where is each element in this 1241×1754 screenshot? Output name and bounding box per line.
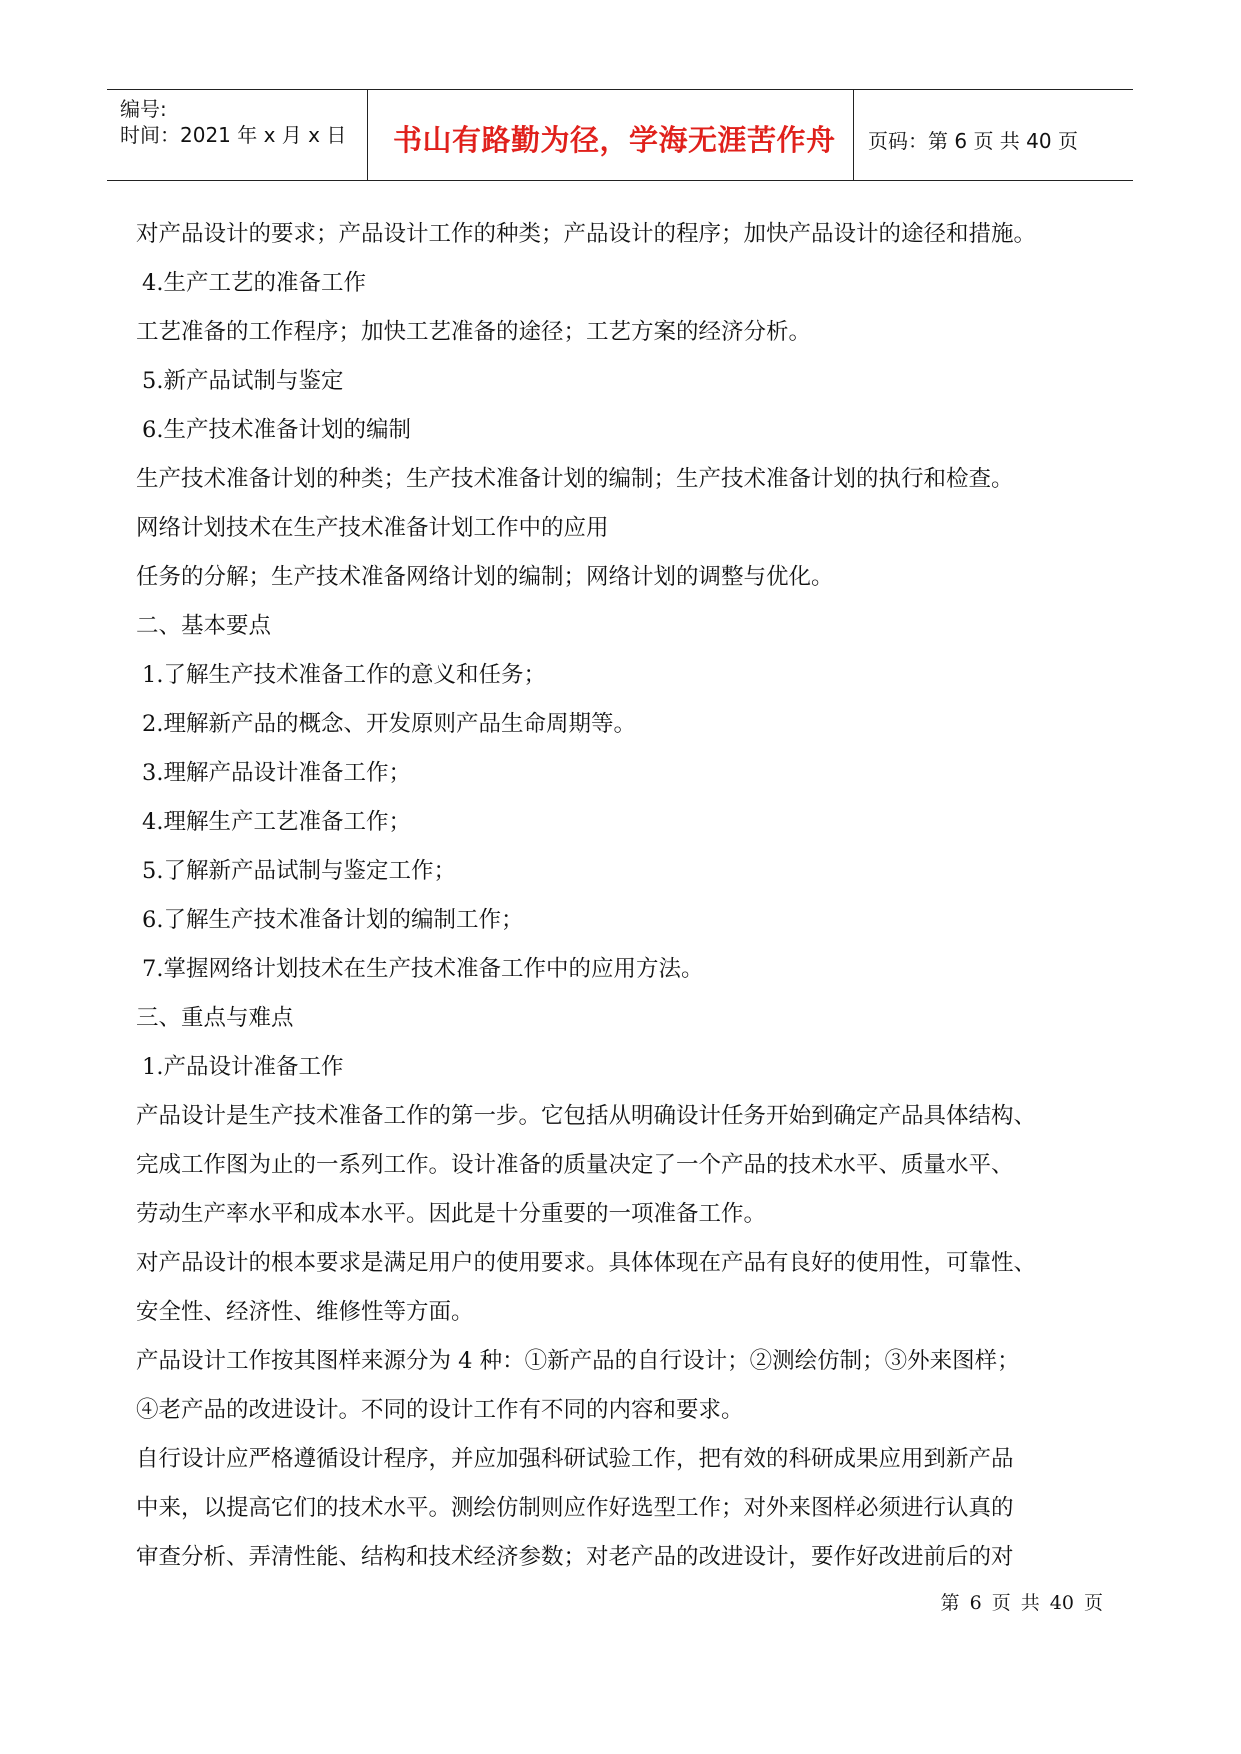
section-heading: 6.生产技术准备计划的编制 <box>142 417 411 443</box>
document-body <box>136 210 1136 1582</box>
section-heading: 5.新产品试制与鉴定 <box>142 368 344 394</box>
paragraph-line: 自行设计应严格遵循设计程序，并应加强科研试验工作，把有效的科研成果应用到新产品 <box>136 1446 1014 1472</box>
chapter-heading: 三、重点与难点 <box>136 1005 294 1031</box>
list-item: 5.了解新产品试制与鉴定工作； <box>142 858 456 884</box>
paragraph-line: 任务的分解；生产技术准备网络计划的编制；网络计划的调整与优化。 <box>136 564 834 590</box>
paragraph-line: 完成工作图为止的一系列工作。设计准备的质量决定了一个产品的技术水平、质量水平、 <box>136 1152 1014 1178</box>
list-item: 3.理解产品设计准备工作； <box>142 760 411 786</box>
paragraph-line: 产品设计工作按其图样来源分为 4 种：①新产品的自行设计；②测绘仿制；③外来图样； <box>136 1348 1020 1374</box>
header-page-label: 页码：第 6 页 共 40 页 <box>868 129 1078 153</box>
paragraph-line: 产品设计是生产技术准备工作的第一步。它包括从明确设计任务开始到确定产品具体结构、 <box>136 1103 1037 1129</box>
list-item: 4.理解生产工艺准备工作； <box>142 809 411 835</box>
page-footer-number: 第 6 页 共 40 页 <box>940 1592 1103 1614</box>
section-heading: 4.生产工艺的准备工作 <box>142 270 366 296</box>
header-divider-right <box>853 89 854 180</box>
paragraph-line: 劳动生产率水平和成本水平。因此是十分重要的一项准备工作。 <box>136 1201 767 1227</box>
header-bottom-rule <box>107 180 1133 181</box>
header-divider-left <box>367 89 368 180</box>
list-item: 7.掌握网络计划技术在生产技术准备工作中的应用方法。 <box>142 956 704 982</box>
paragraph-line: 网络计划技术在生产技术准备计划工作中的应用 <box>136 515 609 541</box>
list-item: 6.了解生产技术准备计划的编制工作； <box>142 907 524 933</box>
list-item: 1.了解生产技术准备工作的意义和任务； <box>142 662 546 688</box>
chapter-heading: 二、基本要点 <box>136 613 272 639</box>
paragraph-line: 中来，以提高它们的技术水平。测绘仿制则应作好选型工作；对外来图样必须进行认真的 <box>136 1495 1014 1521</box>
header-number-label: 编号: <box>120 97 167 121</box>
paragraph-line: 对产品设计的根本要求是满足用户的使用要求。具体体现在产品有良好的使用性，可靠性、 <box>136 1250 1037 1276</box>
paragraph-line: 工艺准备的工作程序；加快工艺准备的途径；工艺方案的经济分析。 <box>136 319 812 345</box>
paragraph-line: ④老产品的改进设计。不同的设计工作有不同的内容和要求。 <box>136 1397 744 1423</box>
list-item: 2.理解新产品的概念、开发原则产品生命周期等。 <box>142 711 636 737</box>
header-top-rule <box>107 89 1133 90</box>
paragraph-line: 审查分析、弄清性能、结构和技术经济参数；对老产品的改进设计，要作好改进前后的对 <box>136 1544 1014 1570</box>
paragraph-line: 安全性、经济性、维修性等方面。 <box>136 1299 474 1325</box>
paragraph-line: 生产技术准备计划的种类；生产技术准备计划的编制；生产技术准备计划的执行和检查。 <box>136 466 1014 492</box>
paragraph-line: 对产品设计的要求；产品设计工作的种类；产品设计的程序；加快产品设计的途径和措施。 <box>136 221 1037 247</box>
section-heading: 1.产品设计准备工作 <box>142 1054 344 1080</box>
header-motto: 书山有路勤为径，学海无涯苦作舟 <box>393 123 836 157</box>
header-time-label: 时间：2021 年 x 月 x 日 <box>120 123 347 147</box>
